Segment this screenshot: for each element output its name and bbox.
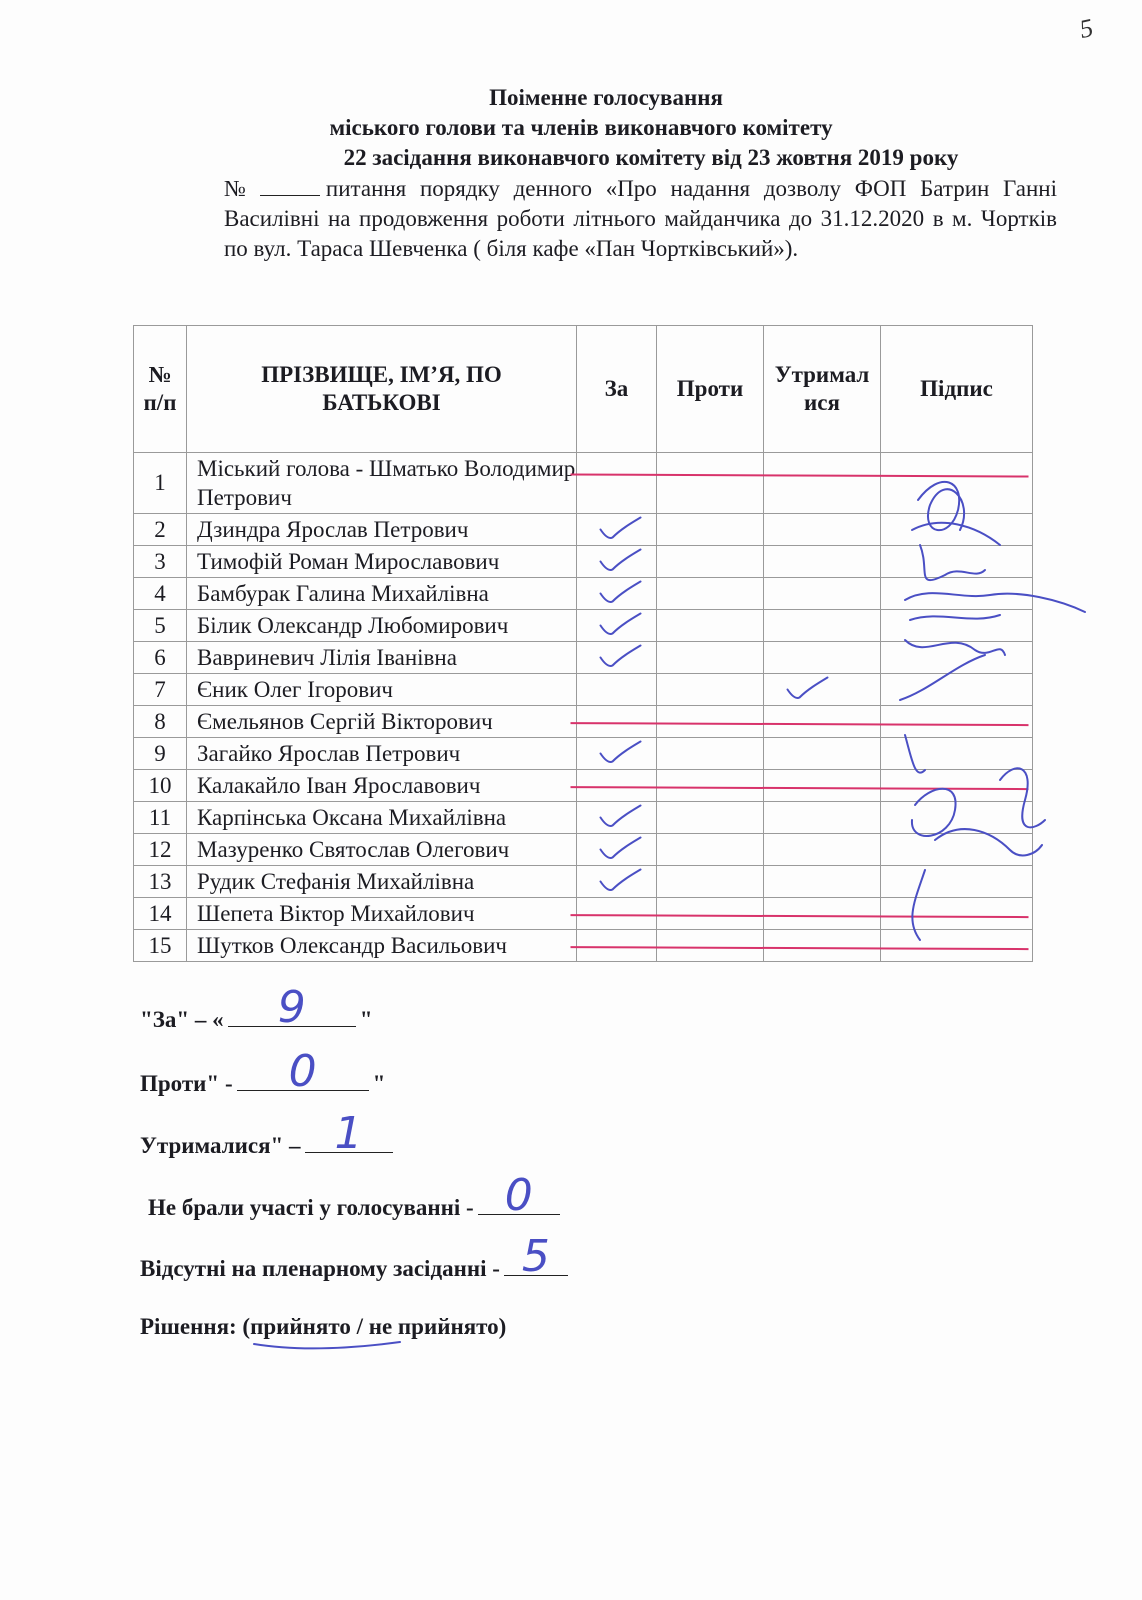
header-signature: Підпис (881, 326, 1033, 453)
document-subtitle: міського голови та членів виконавчого комітету (329, 115, 833, 140)
summary-for (140, 982, 373, 1033)
decision-options: (прийнято / не прийнято) (242, 1314, 507, 1339)
strike-line (571, 723, 1029, 725)
decision-label: Рішення: (140, 1314, 237, 1339)
vote-checkmark (601, 614, 641, 635)
member-name: Загайко Ярослав Петрович (187, 738, 577, 770)
row-number: 3 (134, 546, 187, 578)
row-number: 15 (134, 930, 187, 962)
decision-underline (250, 1336, 420, 1356)
row-number: 9 (134, 738, 187, 770)
question-number-sign: № (224, 176, 254, 201)
vote-checkmark (601, 870, 641, 891)
member-name: Єник Олег Ігорович (187, 674, 577, 706)
strike-line (571, 475, 1029, 477)
question-text: питання порядку денного «Про надання дозволу ФОП Батрин Ганні Василівні на продовження роботи літнього майданчика до 31.12.2020 в м. Чортків по вул. Тараса Шевченка ( біля кафе «Пан Чортківський»). (224, 176, 1057, 261)
summary-not-voting-label: Не брали участі у голосуванні - (148, 1195, 474, 1220)
member-name: Шутков Олександр Васильович (187, 930, 577, 962)
row-number: 5 (134, 610, 187, 642)
meeting-title: 22 засідання виконавчого комітету від 23 жовтня 2019 року (343, 145, 959, 170)
header-for: За (577, 326, 657, 453)
member-name: Міський голова - Шматько Володимир Петрович (187, 453, 577, 514)
document-title: Поіменне голосування (489, 85, 723, 110)
summary-absent-label: Відсутні на пленарному засіданні - (140, 1256, 500, 1281)
summary-abstain-value: 1 (334, 1108, 363, 1159)
vote-checkmark (601, 646, 641, 667)
summary-for-value: 9 (277, 982, 306, 1033)
vote-checkmark (601, 806, 641, 827)
vote-checkmark (601, 550, 641, 571)
summary-against (140, 1046, 386, 1097)
member-name: Бамбурак Галина Михайлівна (187, 578, 577, 610)
summary-not-voting (148, 1170, 564, 1221)
row-number: 4 (134, 578, 187, 610)
header-name: ПРІЗВИЩЕ, ІМ’Я, ПО БАТЬКОВІ (187, 326, 577, 453)
summary-against-value: 0 (288, 1046, 317, 1097)
summary-absent-value: 5 (521, 1231, 550, 1282)
row-number: 8 (134, 706, 187, 738)
summary-abstain (140, 1108, 397, 1159)
header-abstain: Утрималися (764, 326, 881, 453)
vote-checkmark (601, 742, 641, 763)
row-number: 6 (134, 642, 187, 674)
summary-not-voting-value: 0 (504, 1170, 533, 1221)
strike-line (571, 947, 1029, 949)
summary-abstain-label: Утрималися" – (140, 1133, 301, 1158)
member-name: Мазуренко Святослав Олегович (187, 834, 577, 866)
vote-checkmark (601, 838, 641, 859)
strike-line (571, 787, 1029, 789)
header-against: Проти (657, 326, 764, 453)
member-name: Вавриневич Лілія Іванівна (187, 642, 577, 674)
row-number: 1 (134, 453, 187, 514)
vote-checkmark (788, 678, 828, 699)
summary-absent (140, 1231, 572, 1282)
header-num: № п/п (134, 326, 187, 453)
member-name: Білик Олександр Любомирович (187, 610, 577, 642)
vote-checkmark (601, 518, 641, 539)
summary-for-label: "За" – « (140, 1007, 224, 1032)
member-name: Шепета Віктор Михайлович (187, 898, 577, 930)
row-number: 7 (134, 674, 187, 706)
row-number: 10 (134, 770, 187, 802)
member-name: Карпінська Оксана Михайлівна (187, 802, 577, 834)
summary-against-end: " (372, 1071, 386, 1096)
member-name: Ємельянов Сергій Вікторович (187, 706, 577, 738)
row-number: 14 (134, 898, 187, 930)
signature-scribbles (900, 482, 1085, 940)
member-name: Дзиндра Ярослав Петрович (187, 514, 577, 546)
member-name: Тимофій Роман Мирославович (187, 546, 577, 578)
page-number: 5 (1077, 12, 1096, 45)
strike-line (571, 915, 1029, 917)
row-number: 12 (134, 834, 187, 866)
row-number: 11 (134, 802, 187, 834)
summary-against-label: Проти" - (140, 1071, 233, 1096)
summary-for-end: " (359, 1007, 373, 1032)
checkmarks (601, 518, 828, 891)
row-number: 13 (134, 866, 187, 898)
strike-lines (571, 475, 1029, 950)
vote-checkmark (601, 582, 641, 603)
member-name: Рудик Стефанія Михайлівна (187, 866, 577, 898)
member-name: Калакайло Іван Ярославович (187, 770, 577, 802)
row-number: 2 (134, 514, 187, 546)
